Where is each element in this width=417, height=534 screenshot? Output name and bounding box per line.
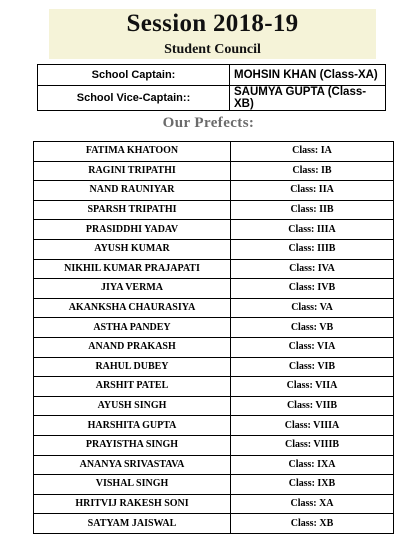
captain-row xyxy=(38,65,386,86)
prefect-name: ASTHA PANDEY xyxy=(34,318,231,338)
prefect-class: Class: IXA xyxy=(231,455,394,475)
prefects-table xyxy=(33,141,394,534)
prefect-class: Class: VB xyxy=(231,318,394,338)
prefect-name: PRASIDDHI YADAV xyxy=(34,220,231,240)
prefect-name: ANAND PRAKASH xyxy=(34,337,231,357)
prefect-row xyxy=(34,318,394,338)
prefect-row xyxy=(34,259,394,279)
prefect-class: Class: VIIIA xyxy=(231,416,394,436)
prefect-name: ANANYA SRIVASTAVA xyxy=(34,455,231,475)
captain-name: MOHSIN KHAN (Class-XA) xyxy=(230,65,386,86)
prefect-name: VISHAL SINGH xyxy=(34,475,231,495)
prefect-name: AKANKSHA CHAURASIYA xyxy=(34,298,231,318)
prefect-class: Class: IIIA xyxy=(231,220,394,240)
prefect-row xyxy=(34,142,394,162)
session-title: Session 2018-19 xyxy=(126,10,299,37)
prefect-class: Class: VIIIB xyxy=(231,435,394,455)
prefect-row xyxy=(34,298,394,318)
prefect-row xyxy=(34,377,394,397)
prefect-class: Class: IXB xyxy=(231,475,394,495)
prefect-row xyxy=(34,494,394,514)
prefect-class: Class: IIA xyxy=(231,181,394,201)
prefect-name: RAHUL DUBEY xyxy=(34,357,231,377)
prefect-name: AYUSH KUMAR xyxy=(34,239,231,259)
prefect-row xyxy=(34,416,394,436)
council-title: Student Council xyxy=(164,42,261,57)
prefect-row xyxy=(34,435,394,455)
prefect-class: Class: IIB xyxy=(231,200,394,220)
prefect-row xyxy=(34,279,394,299)
prefect-name: HRITVIJ RAKESH SONI xyxy=(34,494,231,514)
prefect-name: PRAYISTHA SINGH xyxy=(34,435,231,455)
vice-captain-name: SAUMYA GUPTA (Class-XB) xyxy=(230,86,386,111)
prefect-class: Class: IA xyxy=(231,142,394,162)
prefect-row xyxy=(34,337,394,357)
prefect-row xyxy=(34,514,394,534)
prefect-row xyxy=(34,357,394,377)
prefect-class: Class: VA xyxy=(231,298,394,318)
vice-captain-row xyxy=(38,86,386,111)
prefects-heading: Our Prefects: xyxy=(162,115,255,131)
prefect-row xyxy=(34,475,394,495)
prefect-row xyxy=(34,200,394,220)
vice-captain-role: School Vice-Captain:: xyxy=(38,86,230,111)
prefect-name: HARSHITA GUPTA xyxy=(34,416,231,436)
prefect-class: Class: IIIB xyxy=(231,239,394,259)
prefect-class: Class: VIIB xyxy=(231,396,394,416)
prefect-class: Class: IVA xyxy=(231,259,394,279)
prefect-class: Class: IVB xyxy=(231,279,394,299)
session-banner xyxy=(49,9,376,59)
prefect-class: Class: XA xyxy=(231,494,394,514)
prefect-name: FATIMA KHATOON xyxy=(34,142,231,162)
prefect-name: ARSHIT PATEL xyxy=(34,377,231,397)
prefect-name: NAND RAUNIYAR xyxy=(34,181,231,201)
prefect-class: Class: IB xyxy=(231,161,394,181)
prefect-row xyxy=(34,220,394,240)
prefect-row xyxy=(34,239,394,259)
prefect-row xyxy=(34,181,394,201)
prefect-name: RAGINI TRIPATHI xyxy=(34,161,231,181)
prefect-name: JIYA VERMA xyxy=(34,279,231,299)
prefect-class: Class: VIIA xyxy=(231,377,394,397)
prefect-name: SPARSH TRIPATHI xyxy=(34,200,231,220)
prefect-name: SATYAM JAISWAL xyxy=(34,514,231,534)
prefect-row xyxy=(34,455,394,475)
prefect-row xyxy=(34,396,394,416)
prefect-class: Class: VIA xyxy=(231,337,394,357)
prefect-name: AYUSH SINGH xyxy=(34,396,231,416)
prefect-row xyxy=(34,161,394,181)
captain-role: School Captain: xyxy=(38,65,230,86)
captains-table xyxy=(37,64,386,111)
prefect-name: NIKHIL KUMAR PRAJAPATI xyxy=(34,259,231,279)
prefect-class: Class: VIB xyxy=(231,357,394,377)
prefect-class: Class: XB xyxy=(231,514,394,534)
